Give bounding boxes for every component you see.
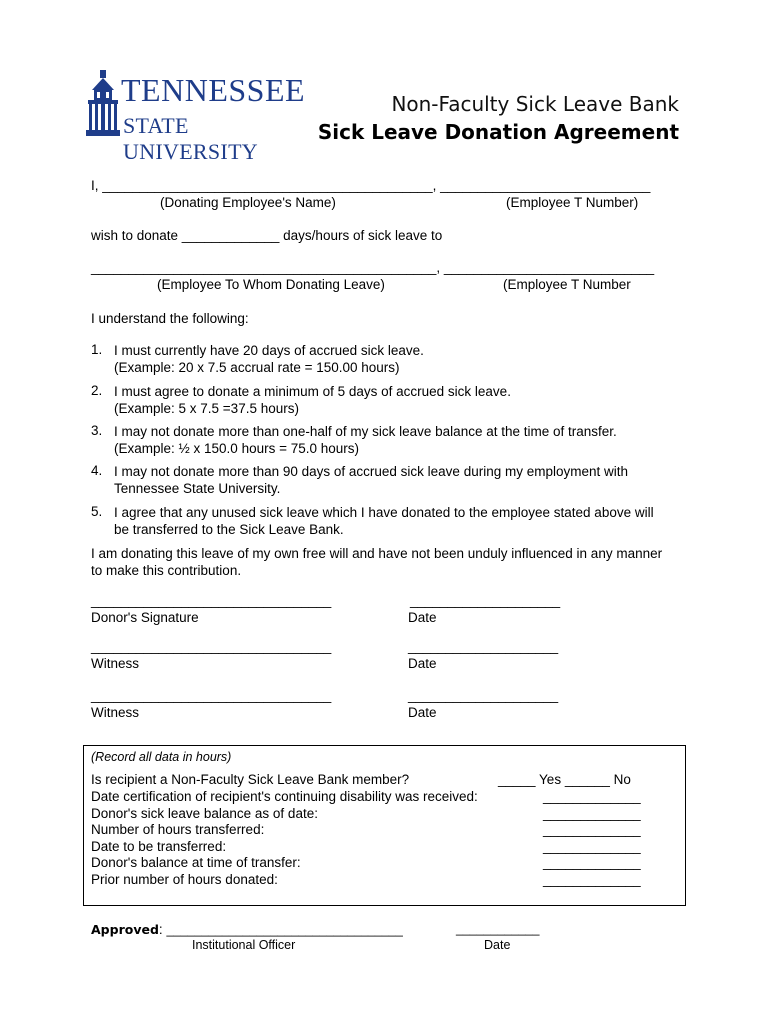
statement-line: to make this contribution. [91, 563, 242, 578]
tsu-logo [86, 70, 322, 164]
approved-label: Approved [91, 922, 159, 937]
list-item-line: I may not donate more than 90 days of accrued sick leave during my employment with [114, 464, 629, 479]
witness-2-signature-line[interactable]: ________________________________ [91, 688, 332, 703]
approval-line [91, 922, 403, 937]
logo-line-1: TENNESSEE [121, 72, 306, 108]
list-item-number: 4. [91, 463, 103, 478]
donor-signature-line[interactable]: ________________________________ [91, 593, 332, 608]
witness-2-label: Witness [91, 705, 140, 720]
list-item-line: be transferred to the Sick Leave Bank. [114, 522, 344, 537]
list-item-line: I must currently have 20 days of accrued sick leave. [114, 343, 424, 358]
list-item-line: (Example: ½ x 150.0 hours = 75.0 hours) [114, 441, 360, 456]
list-item-number: 1. [91, 342, 103, 357]
member-yes-no[interactable]: _____ Yes ______ No [498, 772, 631, 787]
recipient-name-caption: (Employee To Whom Donating Leave) [157, 277, 385, 292]
list-item-line: I may not donate more than one-half of my sick leave balance at the time of transfer. [114, 424, 617, 439]
approval-date-line[interactable]: ____________ [456, 922, 540, 936]
understand-intro: I understand the following: [91, 311, 249, 326]
record-note: (Record all data in hours) [91, 750, 232, 764]
field-label: Prior number of hours donated: [91, 871, 278, 887]
list-item-line: (Example: 5 x 7.5 =37.5 hours) [114, 401, 299, 416]
witness-1-date-line[interactable]: ____________________ [408, 639, 559, 654]
field-blank[interactable]: _____________ [543, 822, 641, 837]
form-subtitle: Sick Leave Donation Agreement [317, 120, 679, 144]
approval-signature-line[interactable]: __________________________________ [166, 923, 403, 937]
record-fields [91, 789, 478, 888]
logo-line-2: STATE UNIVERSITY [123, 113, 258, 164]
list-item-number: 3. [91, 423, 103, 438]
recipient-name-line[interactable]: ______________________________________________, ____________________________ [91, 260, 655, 275]
field-blank[interactable]: _____________ [543, 855, 641, 870]
list-item-number: 5. [91, 504, 103, 519]
field-label: Date certification of recipient's continuing disability was received: [91, 789, 478, 804]
list-item-line: I must agree to donate a minimum of 5 days of accrued sick leave. [114, 384, 511, 399]
list-item [114, 342, 424, 376]
field-label: Number of hours transferred: [91, 822, 265, 837]
donor-signature-label: Donor's Signature [91, 610, 199, 625]
field-label: Date to be transferred: [91, 838, 227, 854]
list-item [114, 463, 628, 497]
free-will-statement [91, 545, 662, 579]
donor-tnum-caption: (Employee T Number) [506, 195, 639, 210]
donor-date-line[interactable]: ____________________ [410, 593, 561, 608]
list-item-number: 2. [91, 383, 103, 398]
donor-name-line[interactable]: I, ____________________________________________, ____________________________ [91, 178, 651, 193]
donor-name-caption: (Donating Employee's Name) [160, 195, 336, 210]
list-item [114, 504, 654, 538]
donor-date-label: Date [408, 610, 437, 625]
statement-line: I am donating this leave of my own free will and have not been unduly influenced in any manner [91, 546, 663, 561]
field-blank[interactable]: _____________ [543, 789, 641, 804]
list-item-line: I agree that any unused sick leave which I have donated to the employee stated above will [114, 505, 654, 520]
field-blank[interactable]: _____________ [543, 871, 641, 887]
list-item [114, 383, 511, 417]
witness-1-label: Witness [91, 656, 140, 671]
record-blanks [543, 789, 641, 888]
recipient-tnum-caption: (Employee T Number [503, 277, 631, 292]
donate-amount-line[interactable]: wish to donate _____________ days/hours of sick leave to [91, 228, 443, 243]
list-item-line: (Example: 20 x 7.5 accrual rate = 150.00 hours) [114, 360, 400, 375]
form-title: Non-Faculty Sick Leave Bank [391, 92, 679, 116]
list-item-line: Tennessee State University. [114, 481, 281, 496]
witness-1-date-label: Date [408, 656, 437, 671]
field-blank[interactable]: _____________ [543, 805, 641, 821]
member-question: Is recipient a Non-Faculty Sick Leave Bank member? [91, 772, 410, 787]
approved-colon: : [158, 922, 163, 937]
witness-2-date-label: Date [408, 705, 437, 720]
list-item [114, 423, 617, 457]
field-label: Donor's balance at time of transfer: [91, 855, 301, 870]
institutional-officer-caption: Institutional Officer [192, 938, 296, 952]
approval-date-caption: Date [484, 938, 511, 952]
field-label: Donor's sick leave balance as of date: [91, 805, 318, 821]
field-blank[interactable]: _____________ [543, 838, 641, 854]
witness-2-date-line[interactable]: ____________________ [408, 688, 559, 703]
witness-1-signature-line[interactable]: ________________________________ [91, 639, 332, 654]
building-icon [86, 70, 120, 138]
